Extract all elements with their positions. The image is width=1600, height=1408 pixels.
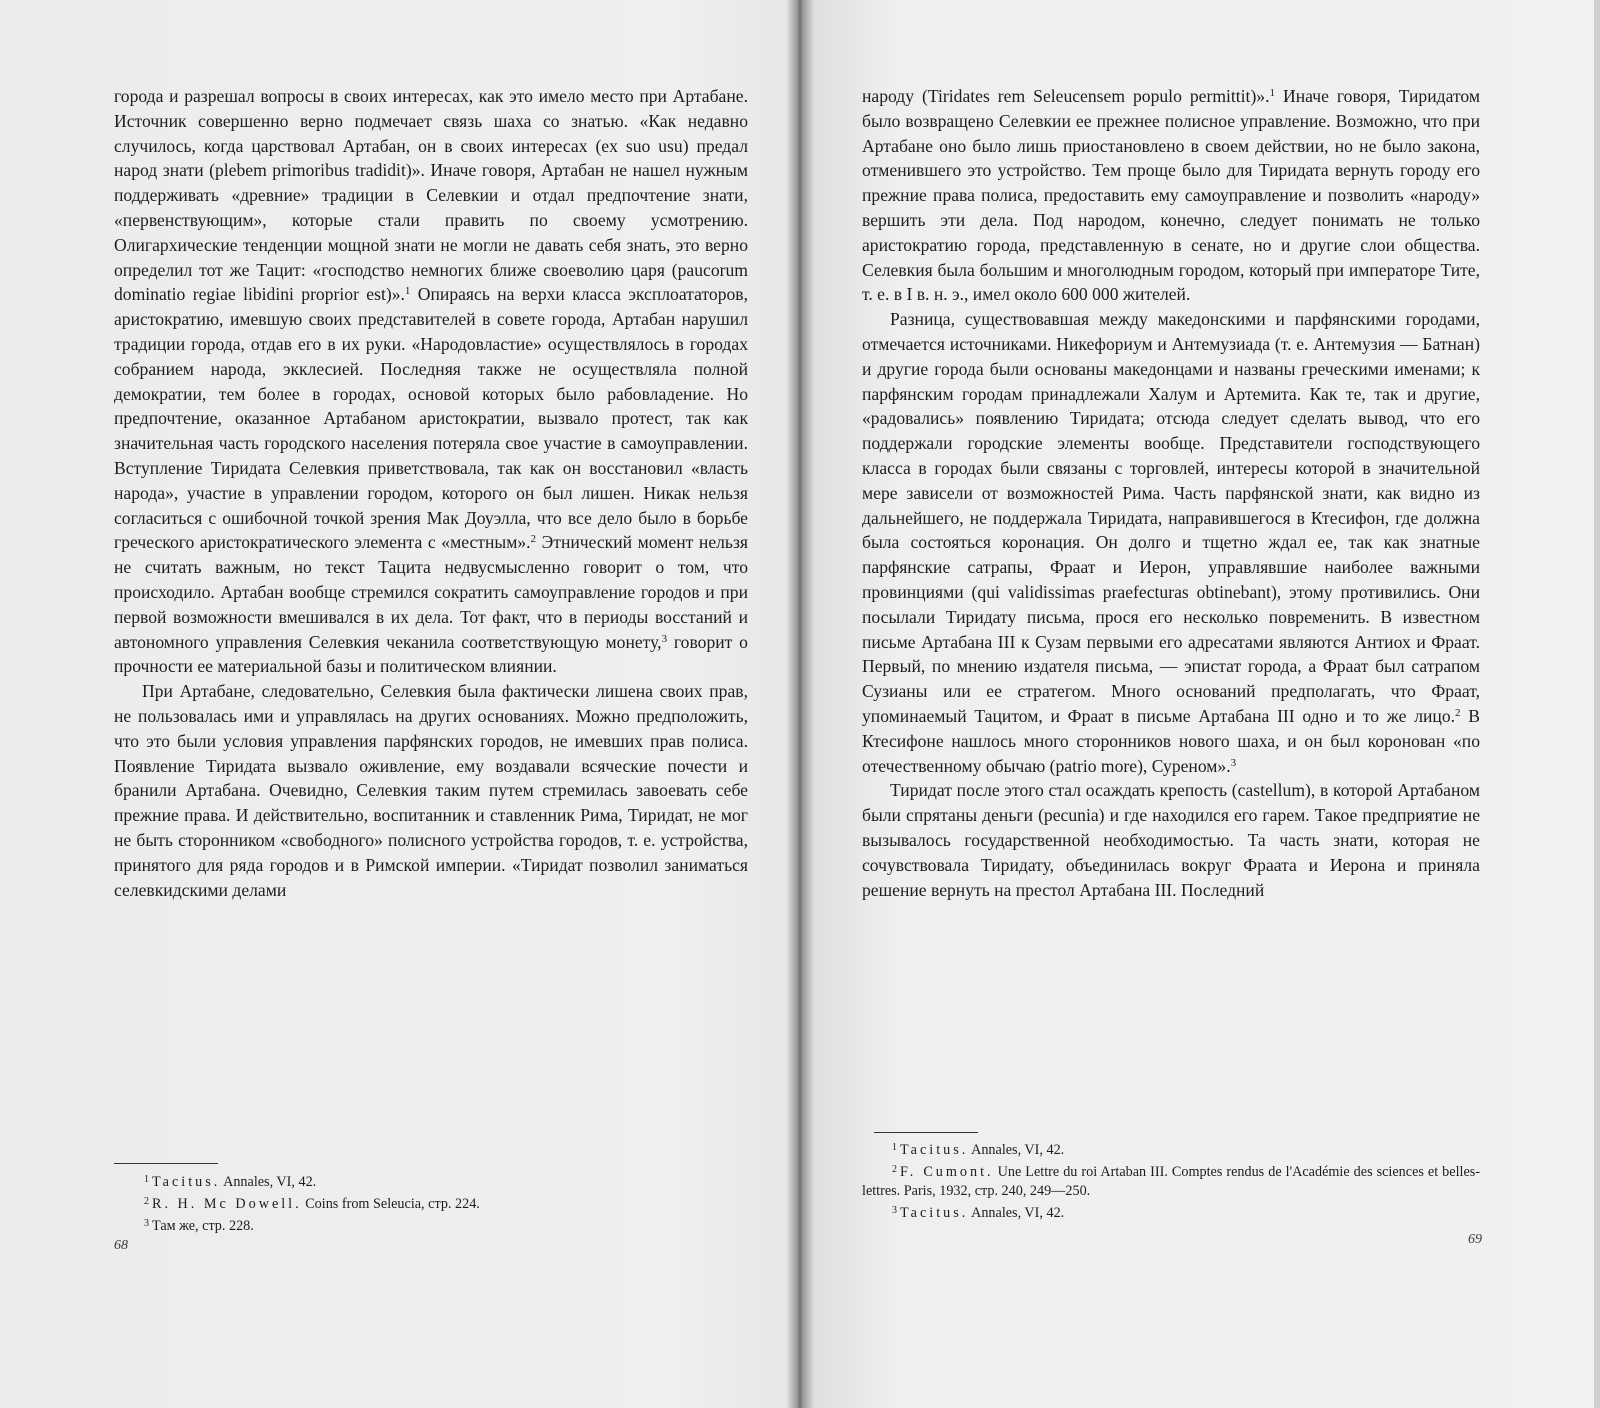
right-footnotes: [862, 1138, 1480, 1223]
paragraph: [114, 679, 748, 902]
footnote-author: Tacitus.: [900, 1142, 969, 1158]
footnote-ref: 3: [1230, 756, 1237, 769]
footnote-text: Там же, стр. 228.: [152, 1218, 254, 1234]
footnote-number: 2: [144, 1196, 149, 1207]
text-run: народу (Tiridates rem Seleucensem populo permittit)».: [862, 86, 1270, 106]
page-number: 68: [114, 1238, 128, 1253]
footnote-number: 1: [144, 1174, 149, 1185]
text-run: Этнический момент нельзя не считать важным, но текст Тацита недвусмысленно говорит о том, что происходило. Артабан вообще стремился сократить самоуправление городов и при первой возможности вмешивался в их дела. Тот факт, что в периоды восстаний и автономного управления Селевкия чеканила соответствующую монету,: [114, 532, 748, 652]
paragraph: [114, 84, 748, 679]
footnote: [862, 1201, 1480, 1223]
footnote-text: Annales, VI, 42.: [220, 1174, 317, 1190]
left-page-body: [114, 84, 748, 902]
page-number: 69: [1468, 1232, 1482, 1247]
paragraph: [862, 778, 1480, 902]
left-footnotes: [114, 1170, 754, 1236]
text-run: города и разрешал вопросы в своих интересах, как это имело место при Артабане. Источник совершенно верно подмечает связь шаха со знатью. «Как недавно случилось, когда царствовал Артабан, он в своих интересах (ex suo usu) предал народ знати (plebem primoribus tradidit)». Иначе говоря, Артабан не нашел нужным поддерживать «древние» традиции в Селевкии и отдал предпочтение знати, «первенствующим», которые стали править по своему усмотрению. Олигархические тенденции мощной знати не могли не давать себя знать, это верно определил тот же Тацит: «господство немногих ближе своеволию царя (paucorum dominatio regiae libidini proprior est)».: [114, 86, 748, 305]
footnote-number: 2: [892, 1164, 897, 1175]
footnote-text: Annales, VI, 42.: [968, 1142, 1065, 1158]
footnote-author: R. H. Mc Dowell.: [152, 1196, 302, 1212]
footnote-number: 3: [892, 1205, 897, 1216]
book-gutter: [786, 0, 814, 1408]
text-run: Тиридат после этого стал осаждать крепость (castellum), в которой Артабаном были спрятаны деньги (pecunia) и где находился его гарем. Такое предприятие не вызывалось государственной необходимостью. Та часть знати, которая не сочувствовала Тиридату, объединилась вокруг Фраата и Иерона и приняла решение вернуть на престол Артабана III. Последний: [862, 780, 1480, 900]
footnote-text: Annales, VI, 42.: [968, 1205, 1065, 1221]
footnote-number: 1: [892, 1142, 897, 1153]
footnote-ref: 2: [1455, 706, 1461, 719]
footnote-ref: 3: [661, 632, 668, 645]
text-run: Иначе говоря, Тиридатом было возвращено Селевкии ее прежнее полисное управление. Возможно, что при Артабане оно было лишь приостановлено в своем действии, но не было закона, отменившего это устройство. Тем проще было для Тиридата вернуть городу его прежние права полиса, предоставить ему самоуправление и позволить «народу» вершить эти дела. Под народом, конечно, следует понимать не только аристократию города, представленную в сенате, но и другие слои общества. Селевкия была большим и многолюдным городом, который при императоре Тите, т. е. в I в. н. э., имел около 600 000 жителей.: [862, 86, 1480, 305]
footnote-ref: 1: [404, 285, 411, 298]
footnote: [114, 1214, 754, 1236]
text-run: В Ктесифоне нашлось много сторонников нового шаха, и он был коронован «по отечественному обычаю (patrio more), Суреном».: [862, 705, 1480, 776]
footnote-number: 3: [144, 1218, 149, 1229]
footnote-rule: [874, 1132, 978, 1133]
footnote-author: F. Cumont.: [900, 1164, 994, 1180]
footnote: [114, 1170, 754, 1192]
footnote-ref: 2: [530, 533, 537, 546]
footnote: [114, 1192, 754, 1214]
text-run: При Артабане, следовательно, Селевкия была фактически лишена своих прав, не пользовалась ими и управлялась на других основаниях. Можно предположить, что это были условия управления парфянских городов, не имевших прав полиса. Появление Тиридата вызвало оживление, ему воздавали всяческие почести и бранили Артабана. Очевидно, Селевкия таким путем стремилась завоевать себе прежние права. И действительно, воспитанник и ставленник Рима, Тиридат, не мог не быть сторонником «свободного» полисного устройства городов, т. е. устройства, принятого для ряда городов и в Римской империи. «Тиридат позволил заниматься селевкидскими делами: [114, 681, 748, 900]
footnote-author: Tacitus.: [900, 1205, 969, 1221]
footnote-ref: 1: [1269, 87, 1275, 99]
text-run: Разница, существовавшая между македонскими и парфянскими городами, отмечается источниками. Никефориум и Антемузиада (т. е. Антемузия — Батнан) и другие города были основаны македонцами и названы греческими именами; к парфянским городам принадлежали Халум и Артемита. Как те, так и другие, «радовались» появлению Тиридата; отсюда следует сделать вывод, что его поддержали городские элементы вообще. Представители господствующего класса в городах были связаны с торговлей, интересы которой в значительной мере зависели от возможностей Рима. Часть парфянской знати, как видно из дальнейшего, не поддержала Тиридата, направившегося в Ктесифон, где должна была состояться коронация. Он долго и тщетно ждал ее, так как знатные парфянские сатрапы, Фраат и Иерон, управлявшие наиболее важными провинциями (qui validissimas praefecturas obtinebant), этому противились. Они посылали Тиридату письма, прося его несколько повременить. В известном письме Артабана III к Сузам первыми его адресатами являются Антиох и Фраат. Первый, по мнению издателя письма, — эпистат города, а Фраат был сатрапом Сузианы или ее стратегом. Много оснований предполагать, что Фраат, упоминаемый Тацитом, и Фраат в письме Артабана III одно и то же лицо.: [862, 309, 1480, 726]
footnote-author: Tacitus.: [152, 1174, 221, 1190]
right-page-body: [862, 84, 1480, 902]
footnote-text: Coins from Seleucia, стр. 224.: [301, 1196, 480, 1212]
footnote: [862, 1138, 1480, 1160]
footnote-text: Une Lettre du roi Artaban III. Comptes rendus de l'Académie des sciences et belles-lettres. Paris, 1932, стр. 240, 249—250.: [862, 1164, 1480, 1199]
paragraph: [862, 307, 1480, 778]
text-run: говорит о прочности ее материальной базы и политическом влиянии.: [114, 631, 748, 677]
footnote: [862, 1160, 1480, 1201]
footnote-rule: [114, 1163, 218, 1164]
paragraph: [862, 84, 1480, 307]
page-edge: [1594, 0, 1600, 1408]
text-run: Опираясь на верхи класса эксплоататоров, аристократию, имевшую своих представителей в совете города, Артабан нарушил традиции города, отдав его в их руки. «Народовластие» осуществлялось в городах собранием народа, экклесией. Последняя также не осуществляла полной демократии, тем более в городах, основой которых было рабовладение. Но предпочтение, оказанное Артабаном аристократии, вызвало протест, так как значительная часть городского населения потеряла свое участие в самоуправлении. Вступление Тиридата Селевкия приветствовала, так как он восстановил «власть народа», участие в управлении городом, которого он был лишен. Никак нельзя согласиться с ошибочной точкой зрения Мак Доуэлла, что все дело было в борьбе греческого аристократического элемента с «местным».: [114, 284, 748, 553]
